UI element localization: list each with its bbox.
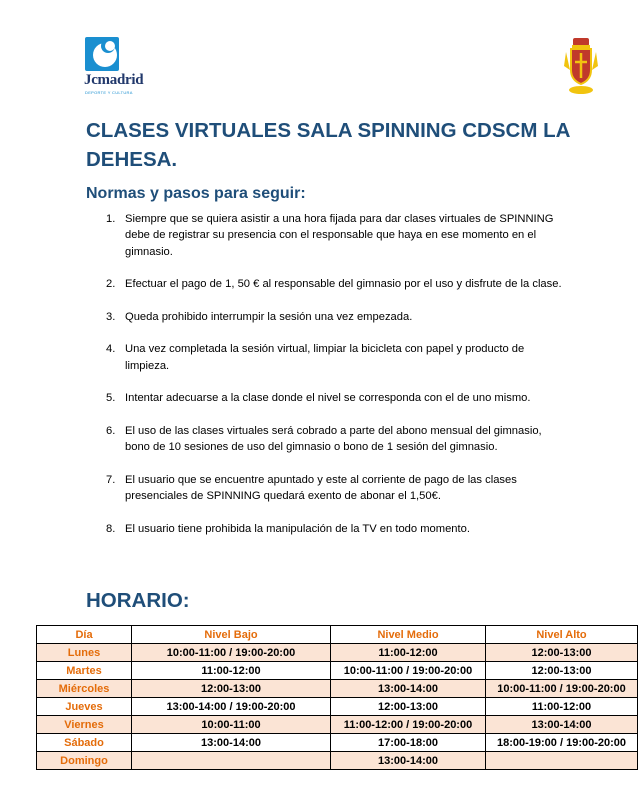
table-cell: 12:00-13:00 (486, 644, 638, 662)
table-cell: 11:00-12:00 (331, 644, 486, 662)
table-cell: 12:00-13:00 (331, 698, 486, 716)
table-cell: 12:00-13:00 (132, 680, 331, 698)
table-cell: 13:00-14:00 (486, 716, 638, 734)
table-row (37, 662, 638, 680)
table-cell: 12:00-13:00 (486, 662, 638, 680)
table-cell (486, 752, 638, 770)
logo-brand-text: Jcmadrid (84, 72, 144, 88)
day-cell: Jueves (37, 698, 132, 716)
table-cell: 11:00-12:00 / 19:00-20:00 (331, 716, 486, 734)
jcmadrid-logo (84, 37, 154, 95)
list-item: 8. El usuario tiene prohibida la manipulación de la TV en todo momento. (106, 522, 470, 535)
table-cell: 10:00-11:00 / 19:00-20:00 (132, 644, 331, 662)
table-row (37, 752, 638, 770)
list-item: 2. Efectuar el pago de 1, 50 € al responsable del gimnasio por el uso y disfrute de la clase. (106, 278, 562, 291)
logo-tagline: DEPORTE Y CULTURA (85, 90, 133, 95)
schedule-heading: HORARIO: (86, 589, 190, 612)
table-cell: 11:00-12:00 (486, 698, 638, 716)
day-cell: Lunes (37, 644, 132, 662)
table-cell: 18:00-19:00 / 19:00-20:00 (486, 734, 638, 752)
list-item: 4. Una vez completada la sesión virtual, limpiar la bicicleta con papel y producto de limpieza. (106, 343, 525, 372)
table-cell: 13:00-14:00 / 19:00-20:00 (132, 698, 331, 716)
rules-heading: Normas y pasos para seguir: (86, 185, 306, 202)
list-item: 3. Queda prohibido interrumpir la sesión una vez empezada. (106, 310, 413, 323)
list-item: 7. El usuario que se encuentre apuntado y este al corriente de pago de las clases presenciales de SPINNING quedará exento de abonar el 1,50€. (106, 473, 517, 503)
table-row (37, 680, 638, 698)
table-row (37, 644, 638, 662)
day-cell: Sábado (37, 734, 132, 752)
day-cell: Miércoles (37, 680, 132, 698)
header-day: Día (37, 626, 132, 644)
table-cell: 10:00-11:00 / 19:00-20:00 (486, 680, 638, 698)
page-title: CLASES VIRTUALES SALA SPINNING CDSCM LA DEHESA. (86, 119, 570, 171)
table-cell (132, 752, 331, 770)
table-row (37, 734, 638, 752)
list-item: 1. Siempre que se quiera asistir a una hora fijada para dar clases virtuales de SPINNING debe de registrar su presencia con el responsable que haya en ese momento en el gimnasio. (106, 213, 554, 258)
day-cell: Viernes (37, 716, 132, 734)
rules-list (96, 211, 566, 553)
table-cell: 13:00-14:00 (132, 734, 331, 752)
table-cell: 10:00-11:00 (132, 716, 331, 734)
table-cell: 13:00-14:00 (331, 752, 486, 770)
table-cell: 11:00-12:00 (132, 662, 331, 680)
list-item: 6. El uso de las clases virtuales será cobrado a parte del abono mensual del gimnasio, bono de 10 sesiones de uso del gimnasio o bono de 1 sesión del gimnasio. (106, 424, 542, 454)
header-nivel-medio: Nivel Medio (331, 626, 486, 644)
jcmadrid-logo-icon (85, 37, 119, 71)
schedule-table (36, 625, 638, 770)
table-header-row (37, 626, 638, 644)
table-cell: 13:00-14:00 (331, 680, 486, 698)
list-item: 5. Intentar adecuarse a la clase donde el nivel se corresponda con el de uno mismo. (106, 392, 531, 405)
header-nivel-alto: Nivel Alto (486, 626, 638, 644)
header-nivel-bajo: Nivel Bajo (132, 626, 331, 644)
day-cell: Domingo (37, 752, 132, 770)
table-cell: 17:00-18:00 (331, 734, 486, 752)
day-cell: Martes (37, 662, 132, 680)
table-cell: 10:00-11:00 / 19:00-20:00 (331, 662, 486, 680)
table-row (37, 698, 638, 716)
table-row (37, 716, 638, 734)
coat-of-arms-icon (562, 36, 600, 98)
